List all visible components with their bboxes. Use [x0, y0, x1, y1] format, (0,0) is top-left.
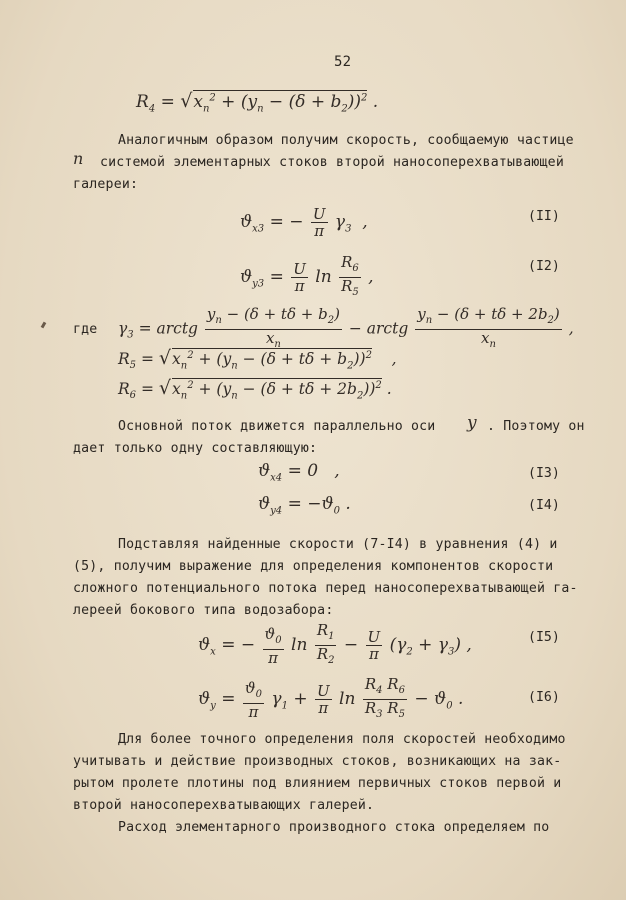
p2-line1b: . Поэтому он [487, 419, 585, 434]
handwritten-n: n [73, 149, 84, 168]
formula-eq11: $ϑ_{x3}$ = − $\frac{U}{\pi}$ $\gamma_3$ , [240, 205, 368, 240]
p4-line3: рытом пролете плотины под влиянием первичных стоков первой и [73, 776, 562, 791]
p4-line1: Для более точного определения поля скоростей необходимо [118, 732, 566, 747]
formula-r4: $R_4 = √x_n^2 + (y_n - (\delta + b_2))^2$ . [136, 90, 379, 115]
handwritten-axis-y: y [467, 413, 477, 433]
p2-line1a: Основной поток движется параллельно оси [118, 419, 436, 434]
p1-line1: Аналогичным образом получим скорость, сообщаемую частице [118, 133, 574, 148]
eq-number-13: (I3) [528, 466, 560, 481]
formula-eq15: $ϑ_x$ = − $\frac{ϑ_0}{\pi}$ ln $\frac{R_1}{R_2}$ − $\frac{U}{\pi}$ $(\gamma_2 + \gamma_3)$ , [198, 621, 472, 667]
eq-number-16: (I6) [528, 690, 560, 705]
p3-line2: (5), получим выражение для определения компонентов скорости [73, 559, 554, 574]
p1-line3: галереи: [73, 177, 139, 192]
eq-number-15: (I5) [528, 630, 560, 645]
formula-eq12: $ϑ_{y3}$ = $\frac{U}{\pi}$ ln $\frac{R_6}{R_5}$ , [240, 253, 374, 298]
p5-line1: Расход элементарного производного стока определяем по [118, 820, 550, 835]
formula-gamma3: $\gamma_3$ = arctg $\frac{y_n - (\delta + t\delta + b_2)}{x_n}$ − arctg $\frac{y_n - (\delta + t\delta + 2b_2)}{x_n}$ , [118, 305, 574, 350]
formula-eq13: $ϑ_{x4} = 0$ , [258, 461, 340, 484]
word-gde: где [73, 322, 98, 337]
formula-r5: $R_5 = √x_n^2 + (y_n - (\delta + t\delta + b_2))^2$ , [118, 347, 397, 372]
eq-number-12: (I2) [528, 259, 560, 274]
formula-eq16: $ϑ_y$ = $\frac{ϑ_0}{\pi}$ $\gamma_1$ + $\frac{U}{\pi}$ ln $\frac{R_4 R_6}{R_3 R_5}$ − $ϑ_0$ . [198, 675, 464, 721]
p3-line4: лереей бокового типа водозабора: [73, 603, 334, 618]
margin-mark [41, 322, 47, 329]
page-number: 52 [334, 54, 352, 70]
eq-number-11: (II) [528, 209, 560, 224]
formula-eq14: $ϑ_{y4} = -ϑ_0$ . [258, 494, 351, 517]
p4-line4: второй наноcоперехватывающих галерей. [73, 798, 375, 813]
p3-line1: Подставляя найденные скорости (7-I4) в уравнения (4) и [118, 537, 558, 552]
p2-line2: дает только одну составляющую: [73, 441, 318, 456]
eq-number-14: (I4) [528, 498, 560, 513]
p3-line3: сложного потенциального потока перед наноcоперехватывающей га- [73, 581, 578, 596]
p4-line2: учитывать и действие производных стоков, возникающих на зак- [73, 754, 562, 769]
p1-line2: системой элементарных стоков второй наноcоперехватывающей [100, 155, 564, 170]
formula-r6: $R_6 = √x_n^2 + (y_n - (\delta + t\delta + 2b_2))^2$ . [118, 377, 392, 402]
